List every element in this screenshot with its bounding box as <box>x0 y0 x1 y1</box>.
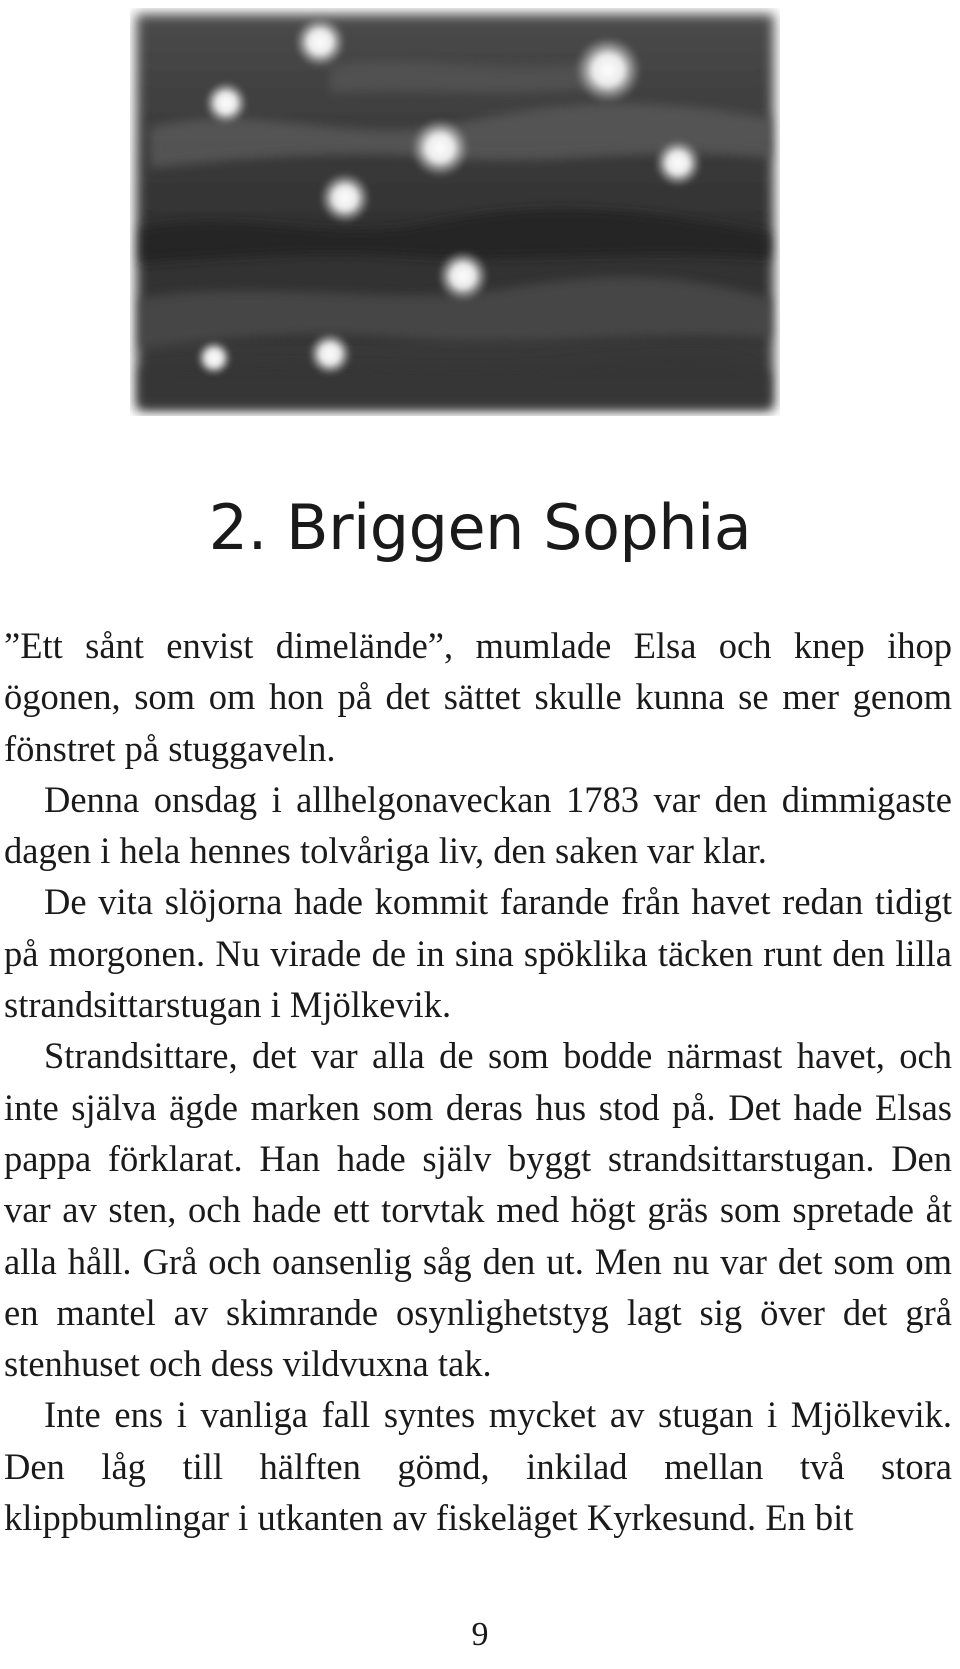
paragraph: De vita slöjorna hade kommit farande från havet redan tidigt på morgonen. Nu virade de in sina spöklika täcken runt den lilla strandsittarstugan i Mjölkevik. <box>4 881 952 1026</box>
page-number: 9 <box>471 1616 489 1653</box>
paragraph: Strandsittare, det var alla de som bodde närmast havet, och inte själva ägde marken som deras hus stod på. Det hade Elsas pappa förklarat. Han hade själv byggt strandsittarstugan. Den var av sten, och hade ett torvtak med högt gräs som spretade åt alla håll. Grå och oansenlig såg den ut. Men nu var det som om en mantel av skimrande osynlighetstyg lagt sig över det grå stenhuset och dess vildvuxna tak. <box>4 1035 952 1385</box>
paragraph: Denna onsdag i allhelgonaveckan 1783 var den dimmigaste dagen i hela hennes tolvåriga liv, den saken var klar. <box>4 778 952 872</box>
starry-night-illustration <box>130 8 780 416</box>
paragraph: ”Ett sånt envist dimelände”, mumlade Elsa och knep ihop ögonen, som om hon på det sättet skulle kunna se mer genom fönstret på stuggaveln. <box>4 625 952 769</box>
chapter-title: 2. Briggen Sophia <box>208 491 752 564</box>
chapter-body <box>4 620 952 1543</box>
paragraph: Inte ens i vanliga fall syntes mycket av stugan i Mjölkevik. Den låg till hälften gömd, inkilad mellan två stora klippbumlingar i utkanten av fiskeläget Kyrkesund. En bit <box>4 1394 952 1539</box>
